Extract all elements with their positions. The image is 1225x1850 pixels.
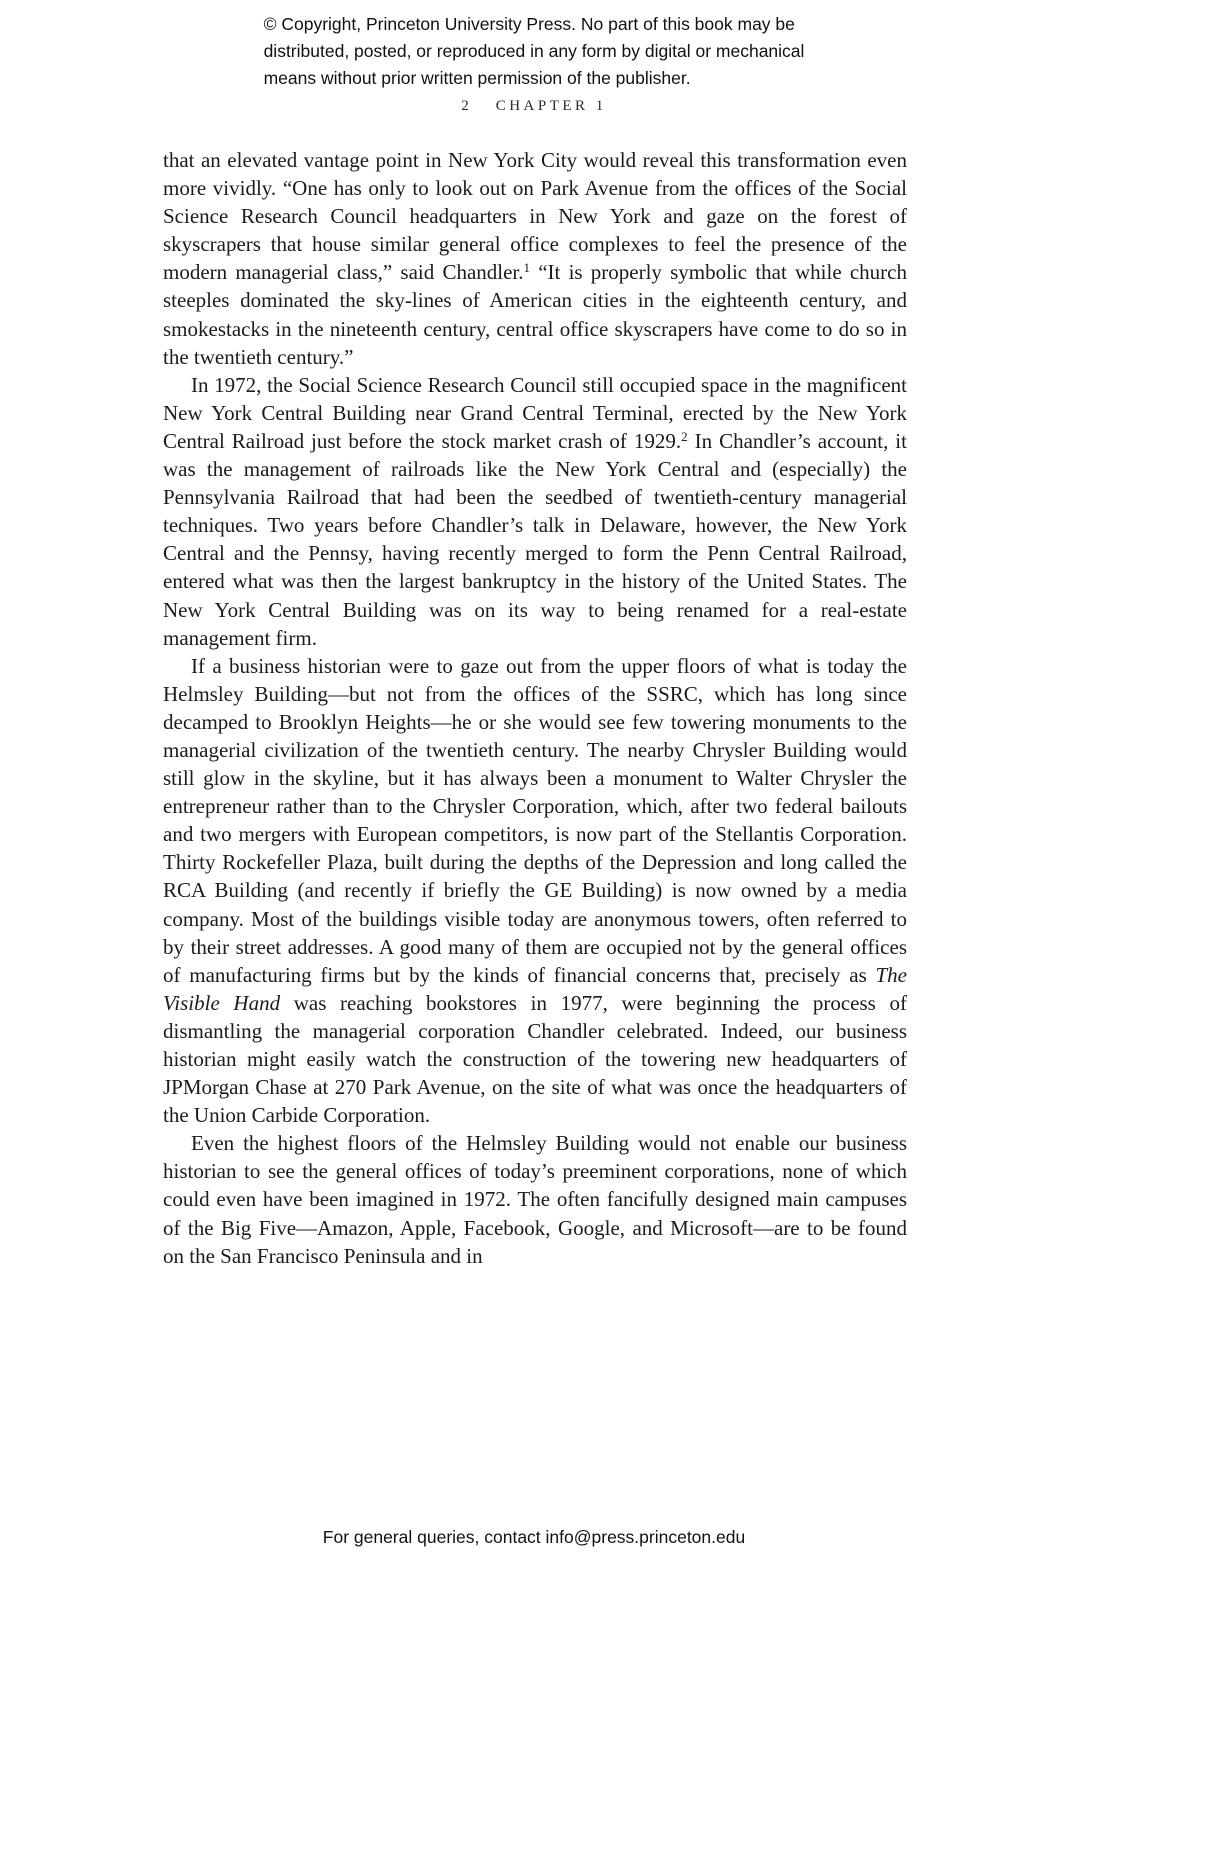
footnote-marker: 2 <box>681 428 688 444</box>
paragraph <box>163 1129 907 1269</box>
text-segment: In 1972, the Social Science Research Council still occupied space in the magnificent New York Central Building near Grand Central Terminal, erected by the New York Central Railroad just before the stock market crash of 1929. <box>163 372 907 453</box>
copyright-line: distributed, posted, or reproduced in any form by digital or mechanical <box>263 41 805 61</box>
paragraph <box>163 146 907 371</box>
text-segment: “It is properly symbolic that while church steeples dominated the sky-lines of American cities in the eighteenth century, and smokestacks in the nineteenth century, central office skyscrapers have come to do so in the twentieth century.” <box>163 260 907 369</box>
text-segment: If a business historian were to gaze out from the upper floors of what is today the Helmsley Building—but not from the offices of the SSRC, which has long since decamped to Brooklyn Heights—he or she would see few towering monuments to the managerial civilization of the twentieth century. The nearby Chrysler Building would still glow in the skyline, but it has always been a monument to Walter Chrysler the entrepreneur rather than to the Chrysler Corporation, which, after two federal bailouts and two mergers with European competitors, is now part of the Stellantis Corporation. Thirty Rockefeller Plaza, built during the depths of the Depression and long called the RCA Building (and recently if briefly the GE Building) is now owned by a media company. Most of the buildings visible today are anonymous towers, often referred to by their street addresses. A good many of them are occupied not by the general offices of manufacturing firms but by the kinds of financial concerns that, precisely as <box>163 653 907 987</box>
chapter-label: CHAPTER 1 <box>495 98 607 114</box>
copyright-text <box>264 11 805 92</box>
footnote-marker: 1 <box>523 260 531 276</box>
copyright-line: © Copyright, Princeton University Press. No part of this book may be <box>263 14 795 34</box>
running-head <box>163 98 905 115</box>
copyright-notice <box>163 11 905 92</box>
body-text <box>163 146 907 1270</box>
page-number: 2 <box>461 98 470 114</box>
paragraph <box>163 371 907 652</box>
copyright-line: means without prior written permission of the publisher. <box>263 68 691 88</box>
page-footer <box>163 1527 905 1548</box>
text-segment: Even the highest floors of the Helmsley Building would not enable our business historian to see the general offices of today’s preeminent corporations, none of which could even have been imagined in 1972. The often fancifully designed main campuses of the Big Five—Amazon, Apple, Facebook, Google, and Microsoft—are to be found on the San Francisco Peninsula and in <box>163 1131 907 1268</box>
text-segment: that an elevated vantage point in New York City would reveal this transformation even more vividly. “One has only to look out on Park Avenue from the offices of the Social Science Research Council headquarters in New York and gaze on the forest of skyscrapers that house similar general office complexes to feel the presence of the modern managerial class,” said Chandler. <box>163 148 907 285</box>
text-segment: In Chandler’s account, it was the management of railroads like the New York Central and (especially) the Pennsylvania Railroad that had been the seedbed of twentieth-century managerial techniques. Two years before Chandler’s talk in Delaware, however, the New York Central and the Pennsy, having recently merged to form the Penn Central Railroad, entered what was then the largest bankruptcy in the history of the United States. The New York Central Building was on its way to being renamed for a real-estate management firm. <box>163 428 907 650</box>
book-title-italic: The Visible Hand <box>163 962 907 1015</box>
paragraph <box>163 652 907 1130</box>
text-segment: was reaching bookstores in 1977, were beginning the process of dismantling the managerial corporation Chandler celebrated. Indeed, our business historian might easily watch the construction of the towering new headquarters of JPMorgan Chase at 270 Park Avenue, on the site of what was once the headquarters of the Union Carbide Corporation. <box>163 990 907 1128</box>
footer-text: For general queries, contact info@press.princeton.edu <box>322 1527 746 1547</box>
